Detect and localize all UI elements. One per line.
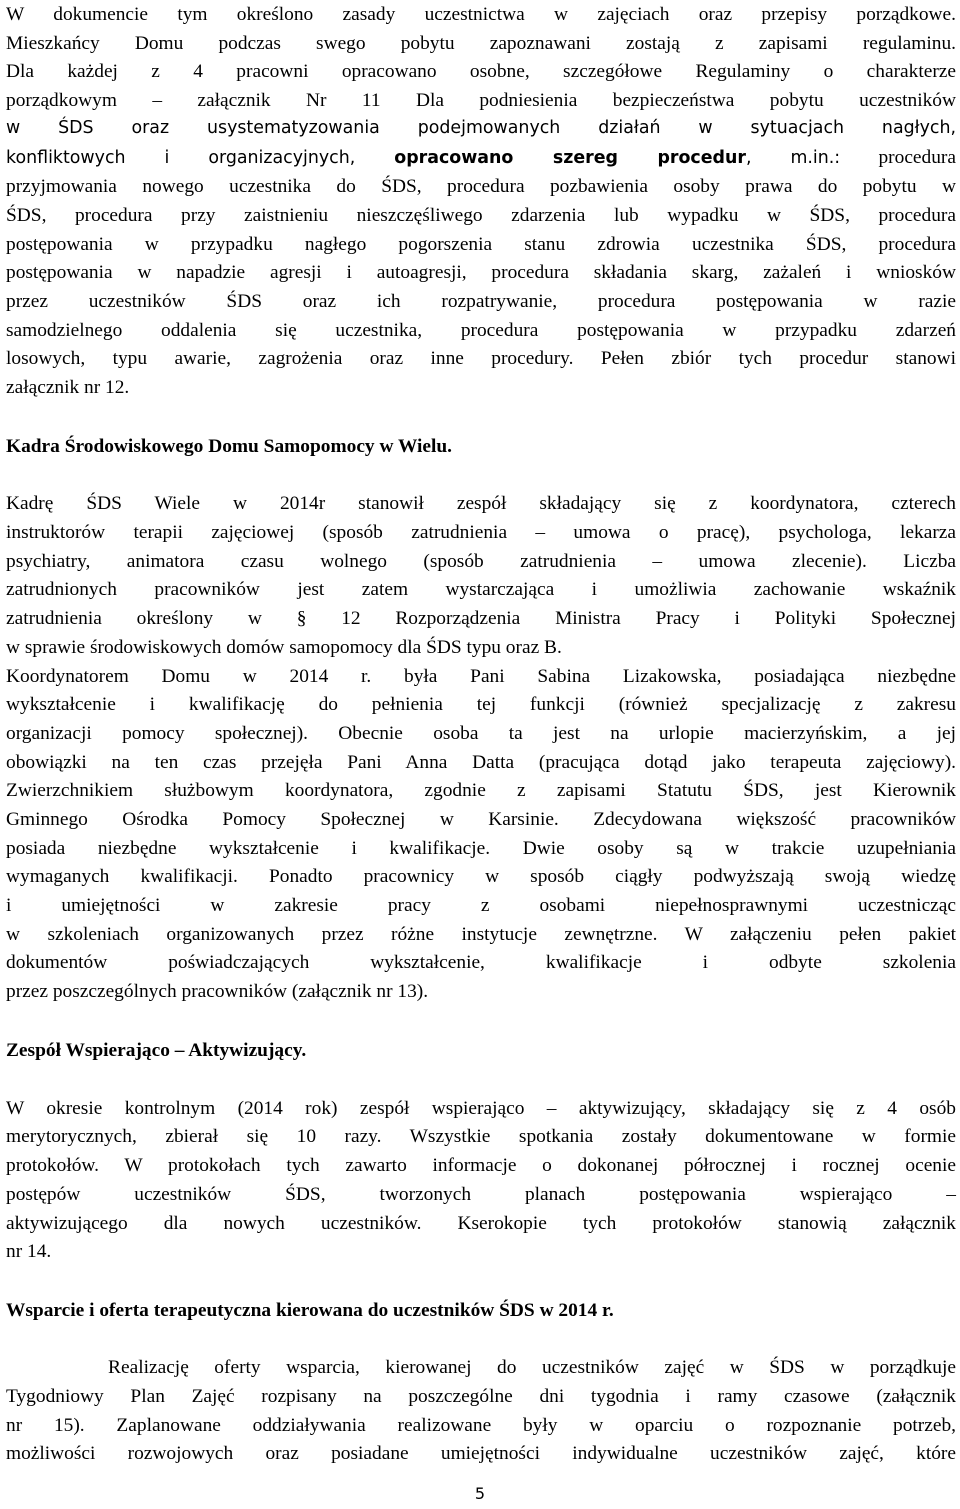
text-line: obowiązki na ten czas przejęła Pani Anna Datta (pracująca dotąd jako terapeuta zajęciowy).	[6, 752, 956, 773]
text-line	[6, 143, 956, 172]
text-line: Mieszkańcy Domu podczas swego pobytu zapoznawani zostają z zapisami regulaminu.	[6, 33, 956, 54]
text-line: wymaganych kwalifikacji. Ponadto pracownicy w sposób ciągły podwyższają swoją wiedzę	[6, 866, 956, 887]
text-line: Koordynatorem Domu w 2014 r. była Pani Sabina Lizakowska, posiadająca niezbędne	[6, 666, 956, 687]
text-line: załącznik nr 12.	[6, 377, 130, 398]
section-heading-kadra: Kadra Środowiskowego Domu Samopomocy w Wielu.	[6, 436, 453, 457]
text-line: możliwości rozwojowych oraz posiadane umiejętności indywidualne uczestników zajęć, które	[6, 1443, 956, 1464]
text-line: aktywizującego dla nowych uczestników. Kserokopie tych protokołów stanowią załącznik	[6, 1213, 956, 1234]
text-line: psychiatry, animatora czasu wolnego (sposób zatrudnienia – umowa zlecenie). Liczba	[6, 551, 956, 572]
text-line: postępowania w przypadku nagłego pogorszenia stanu zdrowia uczestnika ŚDS, procedura	[6, 234, 956, 255]
text-line: Dla każdej z 4 pracowni opracowano osobne, szczegółowe Regulaminy o charakterze	[6, 61, 956, 82]
text-line: Realizację oferty wsparcia, kierowanej do uczestników zajęć w ŚDS w porządkuje	[6, 1357, 956, 1378]
section-heading-zespol: Zespół Wspierająco – Aktywizujący.	[6, 1040, 307, 1061]
text-line: W okresie kontrolnym (2014 rok) zespół wspierająco – aktywizujący, składający się z 4 osób	[6, 1098, 956, 1119]
text-line: ŚDS, procedura przy zaistnieniu nieszczęśliwego zdarzenia lub wypadku w ŚDS, procedura	[6, 205, 956, 226]
text-line: W dokumencie tym określono zasady uczestnictwa w zajęciach oraz przepisy porządkowe.	[6, 4, 956, 25]
text-line: postępowania w napadzie agresji i autoagresji, procedura składania skarg, zażaleń i wniosków	[6, 262, 956, 283]
text-line: merytorycznych, zbierał się 10 razy. Wszystkie spotkania zostały dokumentowane w formie	[6, 1126, 956, 1147]
text-line: posiada niezbędne wykształcenie i kwalifikacje. Dwie osoby są w trakcie uzupełniania	[6, 838, 956, 859]
text-line: Kadrę ŚDS Wiele w 2014r stanowił zespół składający się z koordynatora, czterech	[6, 493, 956, 514]
text-line: dokumentów poświadczających wykształcenie, kwalifikacje i odbyte szkolenia	[6, 952, 956, 973]
text-line: porządkowym – załącznik Nr 11 Dla podniesienia bezpieczeństwa pobytu uczestników	[6, 90, 956, 111]
text-line: Tygodniowy Plan Zajęć rozpisany na poszczególne dni tygodnia i ramy czasowe (załącznik	[6, 1386, 956, 1407]
text-line: w sprawie środowiskowych domów samopomocy dla ŚDS typu oraz B.	[6, 637, 562, 658]
text-line: nr 15). Zaplanowane oddziaływania realizowane były w oparciu o rozpoznanie potrzeb,	[6, 1415, 956, 1436]
text-line: samodzielnego oddalenia się uczestnika, procedura postępowania w przypadku zdarzeń	[6, 320, 956, 341]
text-line: i umiejętności w zakresie pracy z osobami niepełnosprawnymi uczestnicząc	[6, 895, 956, 916]
text-line: przyjmowania nowego uczestnika do ŚDS, procedura pozbawienia osoby prawa do pobytu w	[6, 176, 956, 197]
text-line: zatrudnionych pracowników jest zatem wystarczająca i umożliwia zachowanie wskaźnik	[6, 579, 956, 600]
bold-run: opracowano szereg procedur	[394, 148, 746, 168]
text-line: zatrudnienia określony w § 12 Rozporządzenia Ministra Pracy i Polityki Społecznej	[6, 608, 956, 629]
text-line: organizacji pomocy społecznej). Obecnie osoba ta jest na urlopie macierzyńskim, a jej	[6, 723, 956, 744]
text-line: przez uczestników ŚDS oraz ich rozpatrywanie, procedura postępowania w razie	[6, 291, 956, 312]
text-run: , m.in.:	[745, 148, 841, 168]
section-heading-wsparcie: Wsparcie i oferta terapeutyczna kierowana do uczestników ŚDS w 2014 r.	[6, 1300, 614, 1321]
page-number: 5	[474, 1484, 486, 1503]
text-run: konfliktowych i organizacyjnych,	[6, 148, 395, 168]
text-line: przez poszczególnych pracowników (załącznik nr 13).	[6, 981, 429, 1002]
text-line: instruktorów terapii zajęciowej (sposób zatrudnienia – umowa o pracę), psychologa, lekarza	[6, 522, 956, 543]
text-line: wykształcenie i kwalifikację do pełnienia tej funkcji (również specjalizację z zakresu	[6, 694, 956, 715]
text-line: losowych, typu awarie, zagrożenia oraz inne procedury. Pełen zbiór tych procedur stanowi	[6, 348, 956, 369]
text-line: postępów uczestników ŚDS, tworzonych planach postępowania wspierająco –	[6, 1184, 956, 1205]
text-line: w ŚDS oraz usystematyzowania podejmowanych działań w sytuacjach nagłych,	[6, 118, 956, 138]
text-line: nr 14.	[6, 1241, 52, 1262]
text-line: w szkoleniach organizowanych przez różne instytucje zewnętrzne. W załączeniu pełen pakiet	[6, 924, 956, 945]
text-line: Gminnego Ośrodka Pomocy Społecznej w Karsinie. Zdecydowana większość pracowników	[6, 809, 956, 830]
text-line: protokołów. W protokołach tych zawarto informacje o dokonanej półrocznej i rocznej ocenie	[6, 1155, 956, 1176]
text-line: Zwierzchnikiem służbowym koordynatora, zgodnie z zapisami Statutu ŚDS, jest Kierownik	[6, 780, 956, 801]
text-run: procedura	[840, 147, 956, 168]
